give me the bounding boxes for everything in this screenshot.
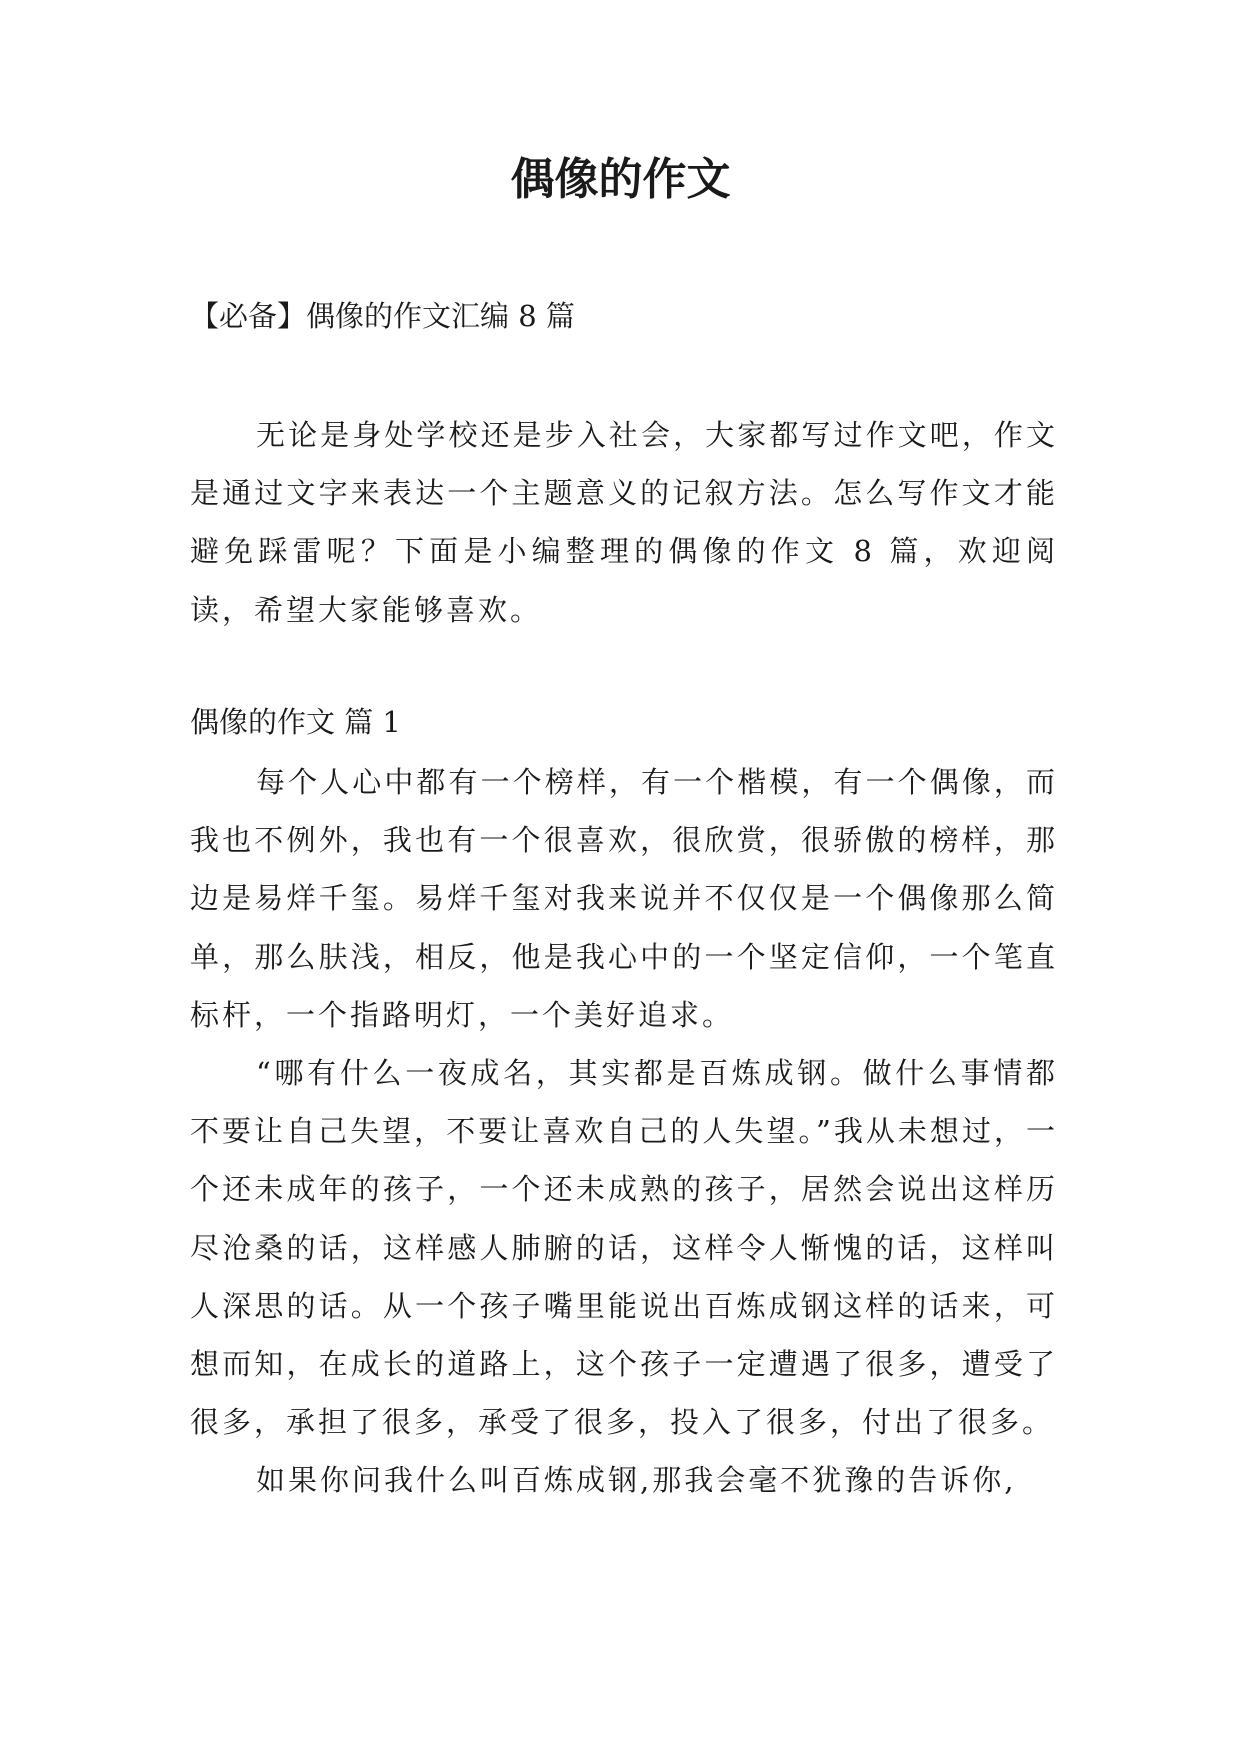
document-subtitle: 【必备】偶像的作文汇编 8 篇 xyxy=(190,299,575,333)
document-title: 偶像的作文 xyxy=(510,154,731,205)
essay-paragraph-1: 每个人心中都有一个榜样，有一个楷模，有一个偶像，而我也不例外，我也有一个很喜欢，很欣赏，很骄傲的榜样，那边是易烊千玺。易烊千玺对我来说并不仅仅是一个偶像那么简单，那么肤浅，相反，他是我心中的一个坚定信仰，一个笔直标杆，一个指路明灯，一个美好追求。 xyxy=(190,765,1058,1032)
essay-paragraph-2: “哪有什么一夜成名，其实都是百炼成钢。做什么事情都不要让自己失望，不要让喜欢自己的人失望。”我从未想过，一个还未成年的孩子，一个还未成熟的孩子，居然会说出这样历尽沧桑的话，这样感人肺腑的话，这样令人惭愧的话，这样叫人深思的话。从一个孩子嘴里能说出百炼成钢这样的话来，可想而知，在成长的道路上，这个孩子一定遭遇了很多，遭受了很多，承担了很多，承受了很多，投入了很多，付出了很多。 xyxy=(190,1056,1058,1440)
section-heading: 偶像的作文 篇 1 xyxy=(190,705,401,739)
essay-paragraph-3: 如果你问我什么叫百炼成钢,那我会毫不犹豫的告诉你, xyxy=(256,1463,1017,1498)
intro-paragraph: 无论是身处学校还是步入社会，大家都写过作文吧，作文是通过文字来表达一个主题意义的记叙方法。怎么写作文才能避免踩雷呢？下面是小编整理的偶像的作文 8 篇，欢迎阅读，希望大家能够喜欢。 xyxy=(190,418,1058,627)
essay-body xyxy=(190,753,1058,1510)
